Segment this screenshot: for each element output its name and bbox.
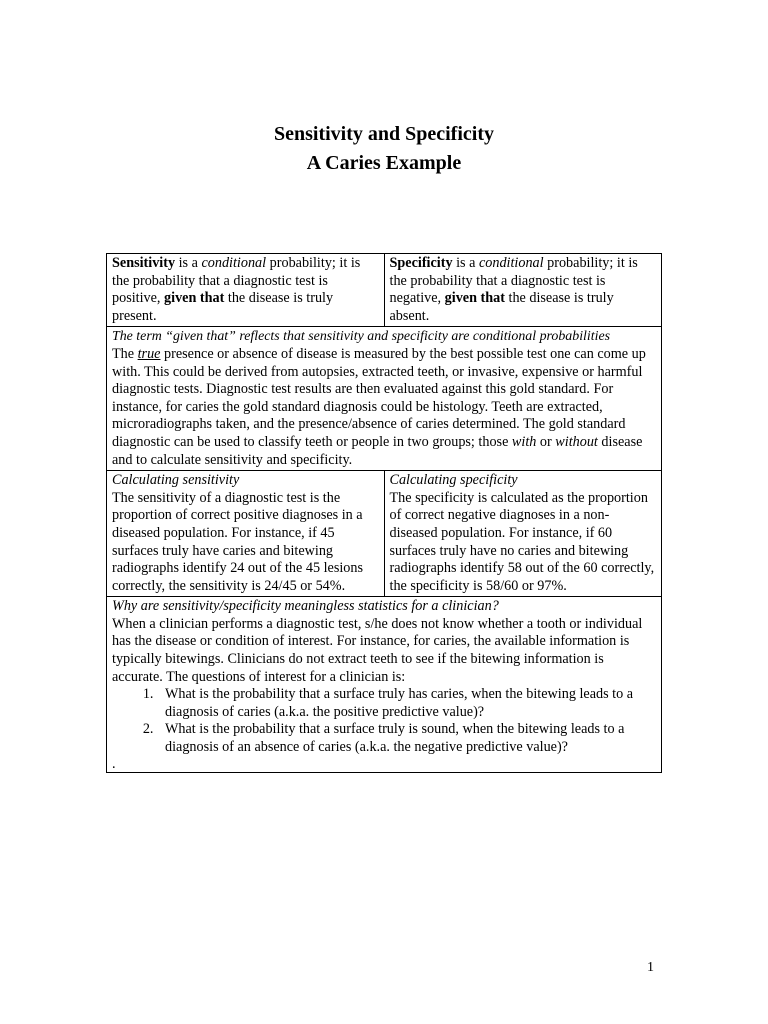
calc-specificity-cell bbox=[384, 471, 662, 597]
sens-def-text-3: the disease is truly present. bbox=[112, 290, 334, 324]
gold-standard-without: without bbox=[555, 433, 598, 450]
specificity-definition-cell bbox=[384, 254, 662, 327]
clinician-question-list bbox=[112, 686, 657, 756]
gold-standard-row bbox=[107, 327, 662, 471]
gold-standard-text-0: The bbox=[112, 345, 138, 362]
calc-sensitivity-cell bbox=[107, 471, 385, 597]
clinician-heading: Why are sensitivity/specificity meaningless statistics for a clinician? bbox=[112, 598, 499, 615]
page-number: 1 bbox=[647, 960, 654, 975]
clinician-cell bbox=[107, 597, 662, 772]
spec-def-text-3: the disease is truly absent. bbox=[389, 290, 614, 324]
gold-standard-true-word: true bbox=[137, 345, 161, 362]
spec-def-conditional: conditional bbox=[478, 255, 544, 271]
gold-standard-with: with bbox=[511, 433, 537, 450]
gold-standard-text-2: disease and to calculate sensitivity and specificity. bbox=[112, 433, 643, 468]
clinician-body: When a clinician performs a diagnostic test, s/he does not know whether a tooth or individual has the disease or condition of interest. For instance, for caries, the available information is typically bitewings. Clinicians do not extract teeth to see if the bitewing information is accurate. The questions of interest for a clinician is: bbox=[112, 615, 643, 685]
clinician-row bbox=[107, 597, 662, 772]
calc-specificity-heading: Calculating specificity bbox=[389, 472, 518, 489]
gold-standard-text-1: presence or absence of disease is measured by the best possible test one can come up with. This could be derived from autopsies, extracted teeth, or invasive, expensive or harmful diagnostic tests. Diagnostic test results are then evaluated against this gold standard. For instance, for caries the gold standard diagnosis could be histology. Teeth are extracted, microradiographs taken, and the presence/absence of caries determined. The gold standard diagnostic can be used to classify teeth or people in two groups; those bbox=[112, 345, 646, 450]
title-line-2: A Caries Example bbox=[306, 152, 462, 174]
document-title bbox=[0, 120, 768, 178]
trailing-period: . bbox=[112, 755, 116, 772]
sens-def-text-1: is a bbox=[175, 255, 202, 271]
spec-def-text-1: is a bbox=[452, 255, 479, 271]
sens-def-text-2: probability; it is the probability that a diagnostic test is positive, bbox=[112, 255, 361, 307]
calc-sensitivity-heading: Calculating sensitivity bbox=[112, 472, 240, 489]
calc-sensitivity-body: The sensitivity of a diagnostic test is the proportion of correct positive diagnoses in a diseased population. For instance, if 45 surfaces truly have caries and bitewing radiographs identify 24 out of the 45 lesions correctly, the sensitivity is 24/45 or 54%. bbox=[112, 489, 363, 594]
sensitivity-definition-cell bbox=[107, 254, 385, 327]
content-table bbox=[106, 253, 662, 773]
title-line-1: Sensitivity and Specificity bbox=[273, 123, 494, 145]
gold-standard-or: or bbox=[536, 433, 556, 450]
clinician-question-2: 2. What is the probability that a surface truly is sound, when the bitewing leads to a diagnosis of an absence of caries (a.k.a. the negative predictive value)? bbox=[157, 721, 657, 756]
sensitivity-term: Sensitivity bbox=[112, 255, 176, 271]
calculation-row bbox=[107, 471, 662, 597]
clinician-question-1: 1. What is the probability that a surface truly has caries, when the bitewing leads to a diagnosis of caries (a.k.a. the positive predictive value)? bbox=[157, 686, 657, 721]
specificity-term: Specificity bbox=[389, 255, 453, 271]
calc-specificity-body: The specificity is calculated as the proportion of correct negative diagnoses in a non-diseased population. For instance, if 60 surfaces truly have no caries and bitewing radiographs identify 58 out of the 60 correctly, the specificity is 58/60 or 97%. bbox=[389, 489, 655, 594]
spec-def-text-2: probability; it is the probability that a diagnostic test is negative, bbox=[389, 255, 638, 307]
definitions-row bbox=[107, 254, 662, 327]
sens-def-conditional: conditional bbox=[201, 255, 267, 271]
gold-standard-cell bbox=[107, 327, 662, 471]
spec-def-given-that: given that bbox=[444, 290, 505, 307]
sens-def-given-that: given that bbox=[164, 290, 225, 307]
gold-standard-heading: The term “given that” reflects that sensitivity and specificity are conditional probabilities bbox=[112, 329, 611, 345]
